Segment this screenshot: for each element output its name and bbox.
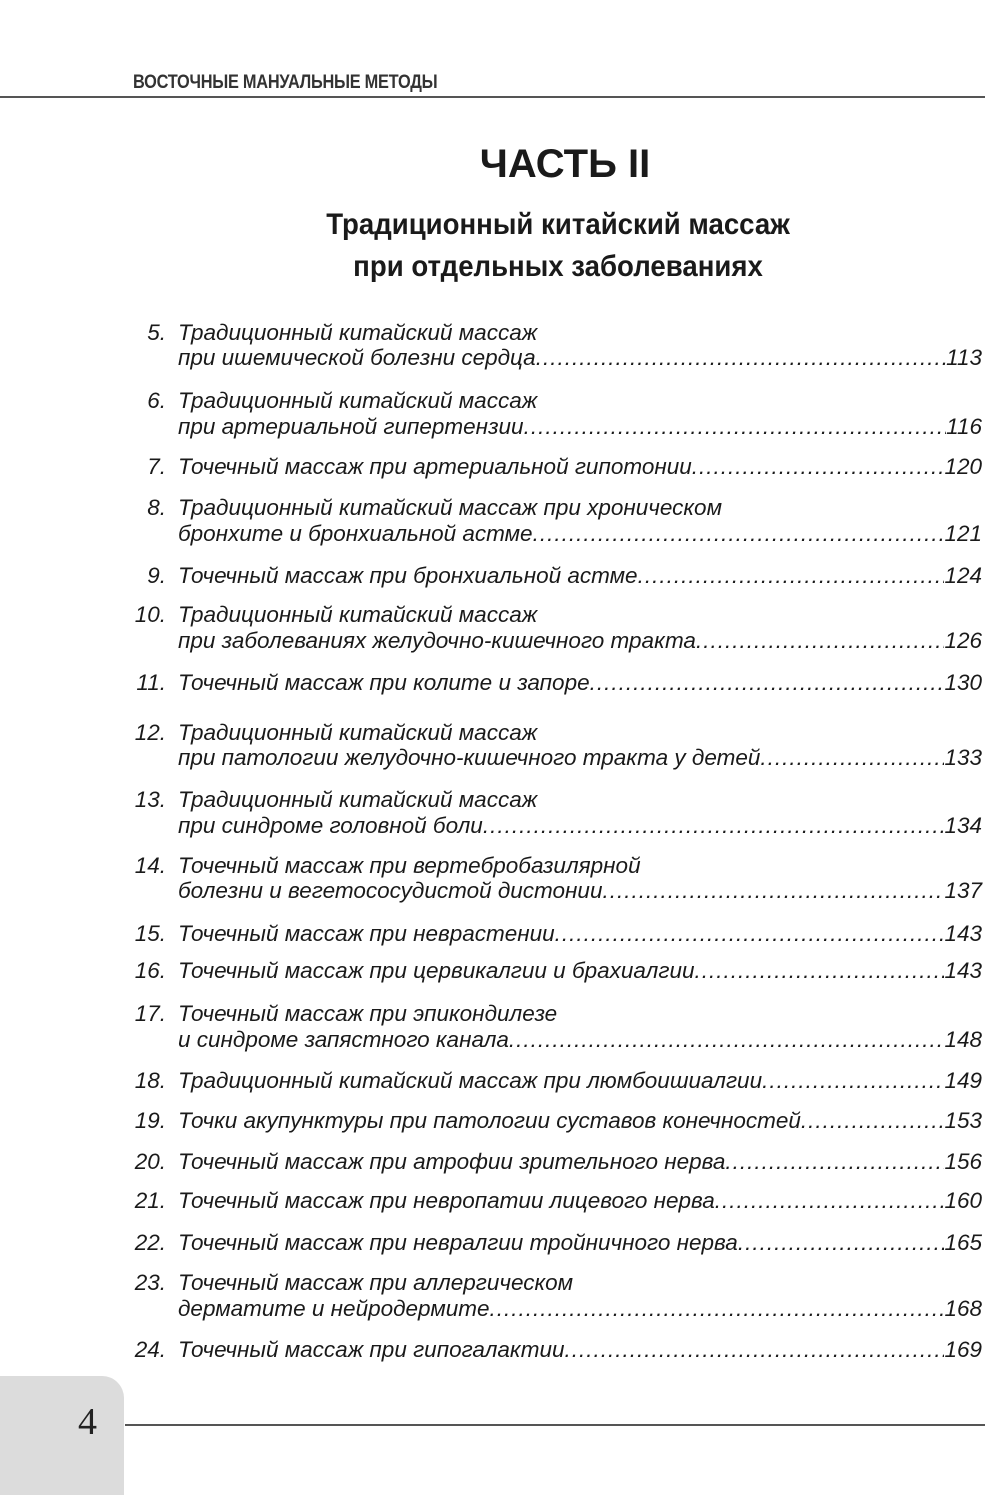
entry-title: Точечный массаж при неврастении xyxy=(178,921,555,946)
dot-leader xyxy=(533,521,945,547)
toc-entry xyxy=(120,1000,982,1028)
toc-entry-continuation xyxy=(120,812,982,840)
entry-title: Точечный массаж при артериальной гипотонии xyxy=(178,454,692,479)
entry-title: Точечный массаж при эпикондилезе xyxy=(178,1001,558,1026)
toc-entry xyxy=(120,494,982,522)
entry-page: 113 xyxy=(946,345,982,370)
toc-entry-continuation xyxy=(120,344,982,372)
toc-entry xyxy=(120,562,982,590)
dot-leader xyxy=(509,1027,945,1053)
entry-number: 7. xyxy=(147,454,166,479)
dot-leader xyxy=(536,345,946,371)
entry-number: 23. xyxy=(134,1270,166,1295)
entry-title: Точки акупунктуры при патологии суставов конечностей xyxy=(178,1108,801,1133)
toc-entry xyxy=(120,1336,982,1364)
entry-title: бронхите и бронхиальной астме xyxy=(178,521,533,546)
entry-title: Точечный массаж при гипогалактии xyxy=(178,1337,565,1362)
toc-entry xyxy=(120,719,982,747)
entry-number: 15. xyxy=(134,921,166,946)
dot-leader xyxy=(725,1149,944,1175)
entry-title: Традиционный китайский массаж xyxy=(178,388,538,413)
toc-entry xyxy=(120,1107,982,1135)
entry-page: 124 xyxy=(944,563,982,588)
toc-entry xyxy=(120,957,982,985)
entry-number: 20. xyxy=(134,1149,166,1174)
toc-entry-continuation xyxy=(120,1295,982,1323)
dot-leader xyxy=(555,921,945,947)
toc-entry xyxy=(120,1067,982,1095)
entry-page: 169 xyxy=(944,1337,982,1362)
entry-title: Точечный массаж при колите и запоре xyxy=(178,670,590,695)
entry-number: 13. xyxy=(134,787,166,812)
entry-title: Точечный массаж при невропатии лицевого нерва xyxy=(178,1188,715,1213)
entry-page: 143 xyxy=(944,921,982,946)
entry-page: 149 xyxy=(944,1068,982,1093)
entry-number: 21. xyxy=(134,1188,166,1213)
dot-leader xyxy=(801,1108,945,1134)
toc-entry-continuation xyxy=(120,413,982,441)
dot-leader xyxy=(483,813,945,839)
entry-page: 156 xyxy=(944,1149,982,1174)
dot-leader xyxy=(565,1337,945,1363)
dot-leader xyxy=(762,1068,944,1094)
entry-page: 148 xyxy=(944,1027,982,1052)
entry-title: Точечный массаж при аллергическом xyxy=(178,1270,574,1295)
entry-number: 24. xyxy=(134,1337,166,1362)
dot-leader xyxy=(692,454,945,480)
toc-entry-continuation xyxy=(120,877,982,905)
entry-page: 126 xyxy=(944,628,982,653)
toc-entry xyxy=(120,601,982,629)
entry-number: 9. xyxy=(147,563,166,588)
entry-title: Точечный массаж при невралгии тройничного нерва xyxy=(178,1230,738,1255)
toc-entry xyxy=(120,387,982,415)
footer-rule xyxy=(125,1424,985,1426)
dot-leader xyxy=(602,878,944,904)
dot-leader xyxy=(638,563,945,589)
entry-page: 153 xyxy=(944,1108,982,1133)
entry-number: 12. xyxy=(134,720,166,745)
entry-title: Точечный массаж при вертебробазилярной xyxy=(178,853,641,878)
page-number: 4 xyxy=(78,1401,97,1443)
entry-number: 8. xyxy=(147,495,166,520)
entry-page: 133 xyxy=(944,745,982,770)
entry-number: 11. xyxy=(136,670,166,695)
toc-entry xyxy=(120,1269,982,1297)
entry-title: при заболеваниях желудочно-кишечного тракта xyxy=(178,628,696,653)
toc-entry xyxy=(120,1148,982,1176)
entry-title: Точечный массаж при цервикалгии и брахиалгии xyxy=(178,958,695,983)
entry-title: Традиционный китайский массаж xyxy=(178,720,538,745)
entry-title: Точечный массаж при атрофии зрительного нерва xyxy=(178,1149,726,1174)
dot-leader xyxy=(524,414,947,440)
toc-entry-continuation xyxy=(120,744,982,772)
entry-number: 22. xyxy=(134,1230,166,1255)
entry-page: 165 xyxy=(944,1230,982,1255)
entry-page: 160 xyxy=(944,1188,982,1213)
entry-title: и синдроме запястного канала xyxy=(178,1027,509,1052)
entry-title: при синдроме головной боли xyxy=(178,813,483,838)
dot-leader xyxy=(738,1230,945,1256)
dot-leader xyxy=(490,1296,945,1322)
toc-entry xyxy=(120,453,982,481)
entry-page: 134 xyxy=(944,813,982,838)
toc-entry xyxy=(120,786,982,814)
dot-leader xyxy=(715,1188,945,1214)
entry-number: 17. xyxy=(134,1001,166,1026)
entry-number: 16. xyxy=(134,958,166,983)
entry-page: 143 xyxy=(944,958,982,983)
part-title: ЧАСТЬ II xyxy=(479,142,651,186)
entry-page: 120 xyxy=(944,454,982,479)
toc-entry-continuation xyxy=(120,520,982,548)
entry-title: при ишемической болезни сердца xyxy=(178,345,536,370)
entry-page: 130 xyxy=(944,670,982,695)
toc-entry xyxy=(120,920,982,948)
dot-leader xyxy=(694,958,944,984)
part-subtitle-line: Традиционный китайский массаж xyxy=(326,208,790,241)
toc-entry xyxy=(120,1229,982,1257)
entry-number: 6. xyxy=(147,388,166,413)
toc-entry xyxy=(120,852,982,880)
header-rule xyxy=(0,96,985,98)
running-head: ВОСТОЧНЫЕ МАНУАЛЬНЫЕ МЕТОДЫ xyxy=(133,72,438,93)
entry-page: 121 xyxy=(944,521,982,546)
entry-title: Традиционный китайский массаж xyxy=(178,602,538,627)
entry-number: 14. xyxy=(134,853,166,878)
entry-title: Традиционный китайский массаж при люмбоишиалгии xyxy=(178,1068,763,1093)
entry-title: Традиционный китайский массаж xyxy=(178,787,538,812)
part-subtitle-line: при отдельных заболеваниях xyxy=(353,250,763,283)
entry-number: 5. xyxy=(147,320,166,345)
entry-title: Точечный массаж при бронхиальной астме xyxy=(178,563,638,588)
dot-leader xyxy=(590,670,945,696)
entry-title: дерматите и нейродермите xyxy=(178,1296,490,1321)
entry-title: Традиционный китайский массаж при хроническом xyxy=(178,495,722,520)
dot-leader xyxy=(696,628,945,654)
entry-number: 10. xyxy=(134,602,166,627)
toc-entry xyxy=(120,669,982,697)
entry-page: 116 xyxy=(946,414,982,439)
toc-entry-continuation xyxy=(120,627,982,655)
entry-title: Традиционный китайский массаж xyxy=(178,320,538,345)
entry-page: 137 xyxy=(944,878,982,903)
toc-entry-continuation xyxy=(120,1026,982,1054)
page-tab xyxy=(0,1376,124,1495)
entry-number: 19. xyxy=(134,1108,166,1133)
dot-leader xyxy=(760,745,944,771)
entry-number: 18. xyxy=(134,1068,166,1093)
entry-title: при патологии желудочно-кишечного тракта у детей xyxy=(178,745,761,770)
entry-title: при артериальной гипертензии xyxy=(178,414,524,439)
entry-title: болезни и вегетососудистой дистонии xyxy=(178,878,603,903)
toc-entry xyxy=(120,1187,982,1215)
entry-page: 168 xyxy=(944,1296,982,1321)
toc-entry xyxy=(120,319,982,347)
